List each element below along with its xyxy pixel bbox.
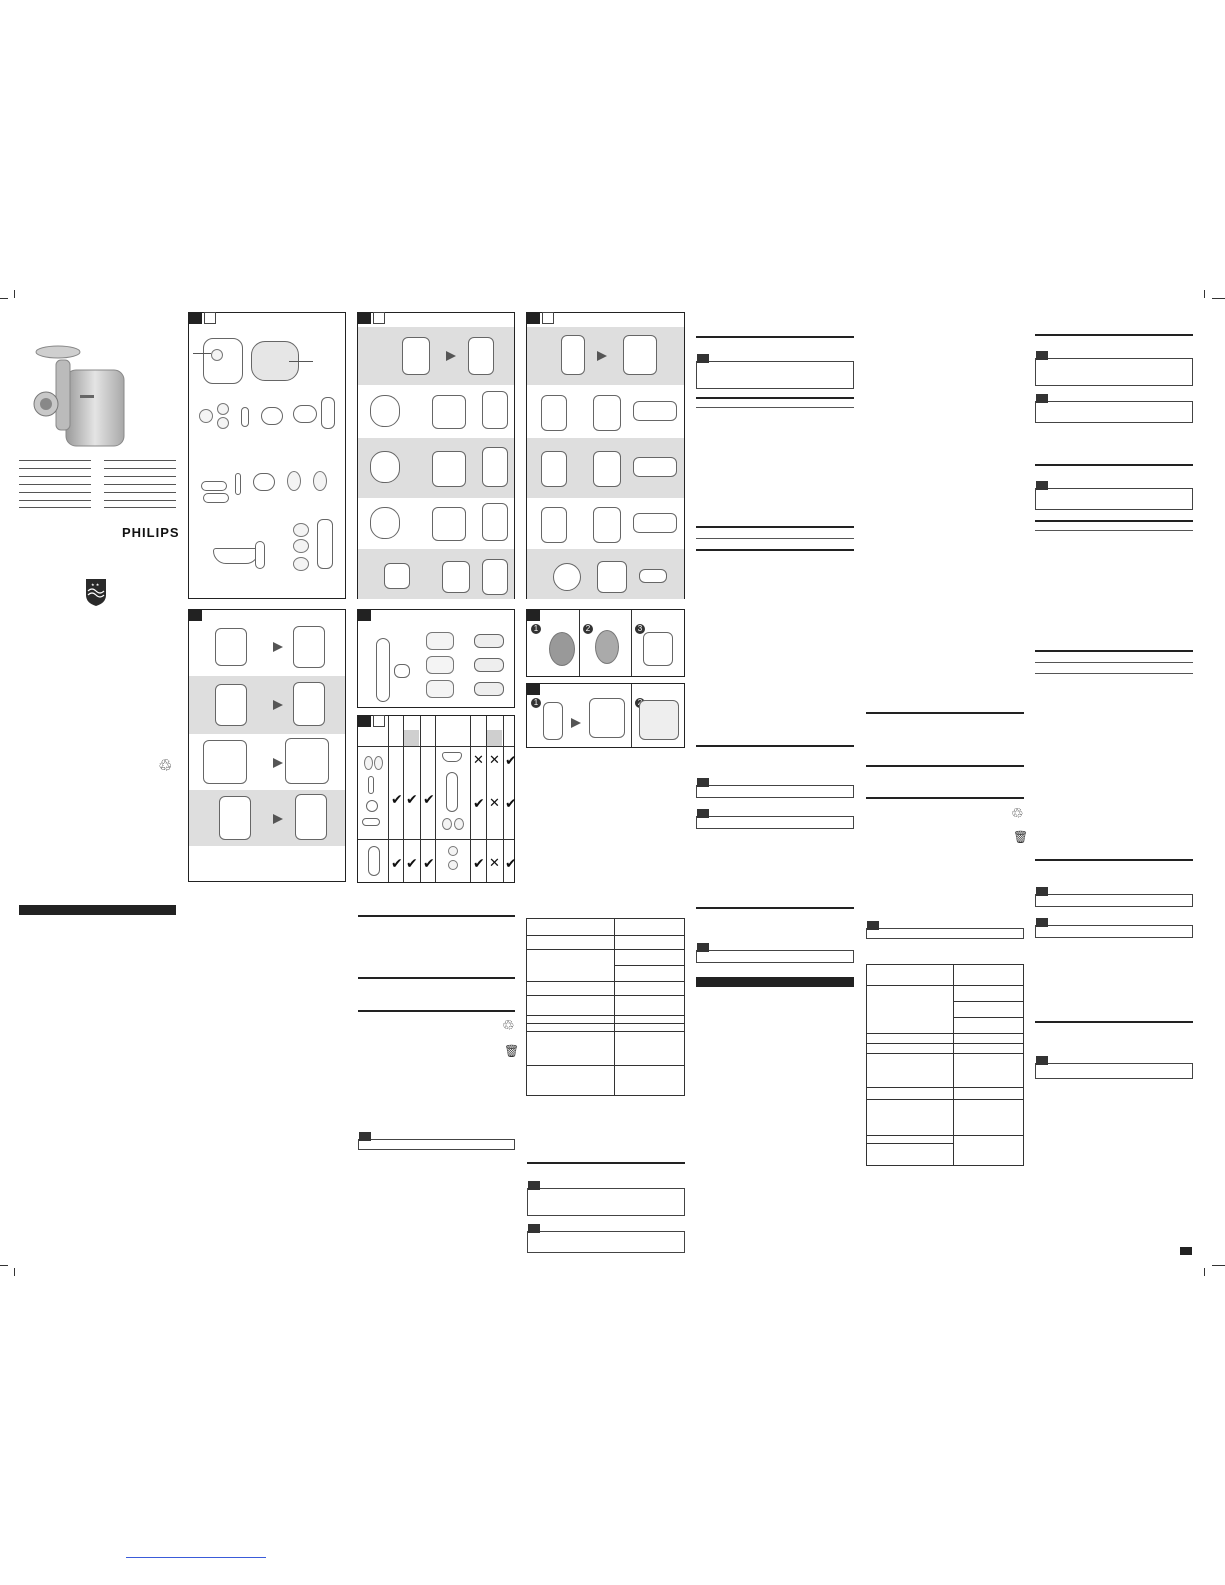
crossed-bin-icon: 🗑 (504, 1044, 520, 1058)
table-rule (420, 716, 421, 882)
url-underline[interactable] (126, 1557, 266, 1558)
check-icon: ✔ (391, 856, 403, 872)
cover-rule (104, 492, 176, 493)
panel-number (526, 683, 540, 695)
cross-icon: ✕ (489, 753, 500, 768)
table-rule (503, 716, 504, 882)
disc-drawing (549, 632, 575, 666)
cover-rule (104, 460, 176, 461)
check-icon: ✔ (406, 792, 418, 808)
accessory-drawing (442, 818, 452, 830)
table-rule (867, 1099, 1023, 1100)
part-kebbe (253, 473, 275, 491)
step-drawing (215, 684, 247, 726)
table-rule (527, 935, 684, 936)
panel-divider (631, 684, 632, 747)
table-rule (527, 1065, 684, 1066)
step-number: 2 (583, 624, 593, 634)
step-drawing (215, 628, 247, 666)
section-rule (866, 765, 1024, 767)
step-drawing (541, 395, 567, 431)
step-drawing (432, 507, 466, 541)
svg-text:★ ★: ★ ★ (91, 582, 100, 587)
accessory-drawing (442, 752, 462, 762)
part-disc (217, 403, 229, 415)
section-rule (1035, 464, 1193, 466)
caution-icon (1036, 394, 1048, 403)
step-drawing (293, 626, 325, 668)
section-rule (696, 549, 854, 551)
table-rule (867, 1053, 1023, 1054)
step-drawing (482, 447, 508, 487)
disassembly-icon (542, 312, 554, 324)
cross-icon: ✕ (489, 796, 500, 811)
appliance-drawing (203, 338, 243, 384)
step-drawing (561, 335, 585, 375)
arrow-icon (571, 718, 581, 728)
panel-number (526, 609, 540, 621)
section-rule (1035, 1021, 1193, 1023)
table-rule (470, 716, 471, 882)
section-rule (696, 538, 854, 539)
caution-icon (359, 1132, 371, 1141)
section-rule (696, 907, 854, 909)
accessory-drawing (368, 846, 380, 876)
step-drawing (432, 451, 466, 487)
part-drum (293, 557, 309, 571)
section-rule (1035, 650, 1193, 652)
check-icon: ✔ (505, 856, 517, 872)
panel-disassembly (526, 312, 685, 599)
section-rule (696, 407, 854, 408)
part-disc (313, 471, 327, 491)
check-icon: ✔ (505, 796, 517, 812)
step-drawing (541, 507, 567, 543)
step-drawing (593, 451, 621, 487)
crop-mark (0, 1265, 8, 1266)
page-marker (1180, 1247, 1192, 1255)
cross-icon: ✕ (473, 753, 484, 768)
result-drawing (474, 658, 504, 672)
section-rule (1035, 530, 1193, 531)
caution-box (1035, 925, 1193, 938)
callout-line (289, 361, 313, 362)
caution-box (866, 928, 1024, 939)
table-rule (527, 1023, 684, 1024)
crop-mark (1204, 290, 1205, 298)
food-drawing (376, 638, 390, 702)
crop-mark (1204, 1268, 1205, 1276)
step-drawing (543, 702, 563, 740)
step-drawing (593, 507, 621, 543)
note-box (1035, 488, 1193, 510)
caution-box (1035, 401, 1193, 423)
note-icon (697, 354, 709, 363)
section-rule (696, 526, 854, 528)
result-drawing (474, 682, 504, 696)
step-drawing (219, 796, 251, 840)
accessory-drawing (448, 860, 458, 870)
panel-divider (579, 610, 580, 676)
accessory-drawing (366, 800, 378, 812)
part-tray (213, 548, 259, 564)
note-icon (1036, 481, 1048, 490)
cover-rule (19, 476, 91, 477)
disc-drawing (595, 630, 619, 664)
step-drawing (633, 513, 677, 533)
note-icon (1036, 887, 1048, 896)
crop-mark (0, 298, 8, 299)
troubleshooting-table (526, 918, 685, 1096)
step-drawing (203, 740, 247, 784)
cover-rule (104, 484, 176, 485)
product-photo (30, 340, 126, 450)
panel-number (357, 715, 371, 727)
cross-icon: ✕ (489, 856, 500, 871)
crop-mark (1212, 1265, 1225, 1266)
step-drawing (633, 457, 677, 477)
step-drawing (639, 700, 679, 740)
overview-icon (204, 312, 216, 324)
step-drawing (468, 337, 494, 375)
crop-mark (14, 290, 15, 298)
section-rule (696, 336, 854, 338)
accessory-drawing (454, 818, 464, 830)
table-rule (527, 1015, 684, 1016)
section-rule (358, 977, 515, 979)
assembly-icon (373, 312, 385, 324)
table-icon (373, 715, 385, 727)
panel-divider (631, 610, 632, 676)
crop-mark (14, 1268, 15, 1276)
section-rule (1035, 859, 1193, 861)
troubleshooting-table (866, 964, 1024, 1166)
section-rule (1035, 662, 1193, 663)
step-drawing (402, 337, 430, 375)
part-pin (235, 473, 241, 495)
part-pusher (255, 541, 265, 569)
caution-box (358, 1139, 515, 1150)
disc-drawing (643, 632, 673, 666)
check-icon: ✔ (406, 856, 418, 872)
arrow-icon (273, 814, 283, 824)
note-icon (1036, 1056, 1048, 1065)
check-icon: ✔ (423, 856, 435, 872)
section-rule (866, 797, 1024, 799)
panel-number (188, 609, 202, 621)
part-sausage (201, 481, 227, 491)
panel-attaching (526, 683, 685, 748)
step-drawing (295, 794, 327, 840)
step-drawing (285, 738, 329, 784)
note-box (696, 361, 854, 389)
brand-wordmark: PHILIPS (122, 525, 180, 540)
cover-rule (19, 484, 91, 485)
cover-rule (104, 476, 176, 477)
drum-drawing (426, 680, 454, 698)
caution-icon (528, 1224, 540, 1233)
part-cone (293, 405, 317, 423)
step-drawing (370, 507, 400, 539)
step-drawing (541, 451, 567, 487)
panel-compatibility (357, 715, 515, 883)
table-rule (358, 839, 514, 840)
step-drawing (589, 698, 625, 738)
note-box (527, 1188, 685, 1216)
step-drawing (482, 503, 508, 541)
panel-slicing (357, 609, 515, 708)
table-rule (953, 1001, 1023, 1002)
check-icon: ✔ (473, 856, 485, 872)
table-rule (867, 1143, 953, 1144)
table-rule (867, 985, 1023, 986)
part-drum (293, 539, 309, 553)
step-drawing (482, 559, 508, 595)
recycle-icon: ♲ (158, 756, 173, 775)
step-drawing (293, 682, 325, 726)
step-drawing (384, 563, 410, 589)
accessory-drawing (368, 776, 374, 794)
cover-rule (104, 468, 176, 469)
cover-rule (19, 507, 91, 508)
accessory-drawing (364, 756, 373, 770)
table-rule (953, 1017, 1023, 1018)
drum-drawing (426, 632, 454, 650)
note-icon (697, 943, 709, 952)
column-header-cell (487, 730, 502, 746)
caution-icon (867, 921, 879, 930)
step-drawing (553, 563, 581, 591)
table-rule (614, 919, 615, 1095)
table-rule (435, 716, 436, 882)
cover-rule (19, 492, 91, 493)
column-header-cell (404, 730, 419, 746)
accessory-drawing (362, 818, 380, 826)
callout-line (193, 353, 211, 354)
part-slicer-tube (317, 519, 333, 569)
arrow-icon (446, 351, 456, 361)
result-drawing (474, 634, 504, 648)
drum-drawing (426, 656, 454, 674)
panel-assembly (357, 312, 515, 599)
table-rule (527, 949, 684, 950)
step-drawing (597, 561, 627, 593)
check-icon: ✔ (505, 753, 517, 769)
caution-icon (697, 809, 709, 818)
check-icon: ✔ (391, 792, 403, 808)
section-black-bar (696, 977, 854, 987)
table-rule (358, 746, 514, 747)
table-rule (867, 1033, 1023, 1034)
section-rule (696, 745, 854, 747)
part-tube (321, 397, 335, 429)
step-drawing (593, 395, 621, 431)
accessory-drawing (374, 756, 383, 770)
step-drawing (623, 335, 657, 375)
part-head (261, 407, 283, 425)
section-rule (358, 915, 515, 917)
table-rule (527, 995, 684, 996)
step-drawing (370, 451, 400, 483)
step-drawing (639, 569, 667, 583)
arrow-icon (273, 642, 283, 652)
accessory-drawing (446, 772, 458, 812)
crossed-bin-icon: 🗑 (1013, 830, 1029, 844)
part-sausage (203, 493, 229, 503)
step-number: 1 (531, 698, 541, 708)
power-knob (211, 349, 223, 361)
philips-shield-logo (84, 577, 108, 607)
panel-cleaning (526, 609, 685, 677)
section-rule (866, 712, 1024, 714)
panel-overview (188, 312, 346, 599)
step-drawing (370, 395, 400, 427)
food-drawing (394, 664, 410, 678)
part-disc (287, 471, 301, 491)
part-disc (199, 409, 213, 423)
note-box (696, 785, 854, 798)
step-drawing (432, 395, 466, 429)
caution-box (696, 816, 854, 829)
part-drum (293, 523, 309, 537)
recycle-icon: ♲ (1011, 806, 1024, 822)
panel-number (188, 312, 202, 324)
check-icon: ✔ (423, 792, 435, 808)
note-box (1035, 1063, 1193, 1079)
note-box (696, 950, 854, 963)
table-rule (614, 965, 684, 966)
cover-rule (104, 500, 176, 501)
table-rule (867, 1135, 1023, 1136)
arrow-icon (273, 700, 283, 710)
step-drawing (442, 561, 470, 593)
table-rule (527, 1031, 684, 1032)
table-rule (527, 981, 684, 982)
section-rule (1035, 520, 1193, 522)
table-rule (388, 716, 389, 882)
check-icon: ✔ (473, 796, 485, 812)
caution-icon (1036, 918, 1048, 927)
note-box (1035, 358, 1193, 386)
crop-mark (1212, 298, 1225, 299)
table-rule (867, 1087, 1023, 1088)
cover-rule (19, 500, 91, 501)
part-screw (241, 407, 249, 427)
panel-usage (188, 609, 346, 882)
panel-number (526, 312, 540, 324)
step-drawing (482, 391, 508, 429)
recycle-icon: ♲ (502, 1018, 515, 1034)
note-icon (697, 778, 709, 787)
note-icon (1036, 351, 1048, 360)
section-rule (358, 1010, 515, 1012)
table-rule (867, 1043, 1023, 1044)
step-drawing (633, 401, 677, 421)
panel-number (357, 609, 371, 621)
arrow-icon (597, 351, 607, 361)
step-number: 1 (531, 624, 541, 634)
arrow-icon (273, 758, 283, 768)
cover-black-bar (19, 905, 176, 915)
cover-rule (104, 507, 176, 508)
part-disc (217, 417, 229, 429)
cover-rule (19, 460, 91, 461)
cover-rule (19, 468, 91, 469)
note-box (1035, 894, 1193, 907)
section-rule (1035, 334, 1193, 336)
note-icon (528, 1181, 540, 1190)
caution-box (527, 1231, 685, 1253)
section-rule (527, 1162, 685, 1164)
section-rule (696, 397, 854, 399)
panel-number (357, 312, 371, 324)
step-number: 3 (635, 624, 645, 634)
section-rule (1035, 673, 1193, 674)
accessory-drawing (448, 846, 458, 856)
